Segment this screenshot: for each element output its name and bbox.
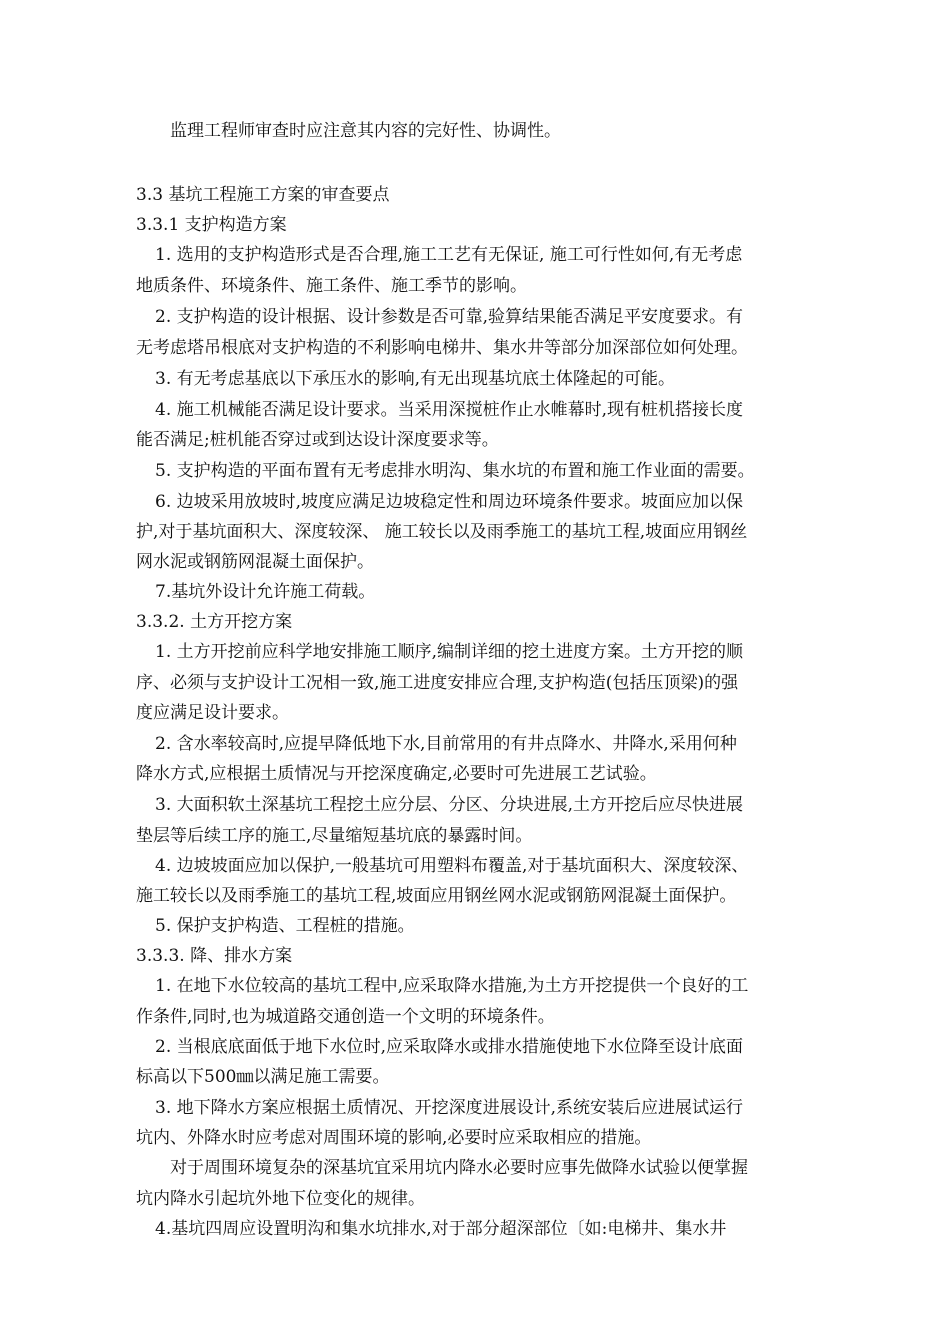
paragraph-line: 监理工程师审查时应注意其内容的完好性、协调性。 <box>170 121 561 141</box>
paragraph-line: 2. 支护构造的设计根据、设计参数是否可靠,验算结果能否满足平安度要求。有 <box>155 307 744 327</box>
paragraph-line: 护,对于基坑面积大、深度较深、 施工较长以及雨季施工的基坑工程,坡面应用钢丝 <box>136 522 748 542</box>
paragraph-line: 对于周围环境复杂的深基坑宜采用坑内降水必要时应事先做降水试验以便掌握 <box>170 1158 748 1178</box>
paragraph-line: 能否满足;桩机能否穿过或到达设计深度要求等。 <box>136 430 499 450</box>
paragraph-line: 4.基坑四周应设置明沟和集水坑排水,对于部分超深部位〔如:电梯井、集水井 <box>155 1219 727 1239</box>
paragraph-line: 坑内、外降水时应考虑对周围环境的影响,必要时应采取相应的措施。 <box>136 1128 652 1148</box>
section-heading: 3.3 基坑工程施工方案的审查要点 <box>136 185 390 205</box>
paragraph-line: 3. 大面积软土深基坑工程挖土应分层、分区、分块进展,土方开挖后应尽快进展 <box>155 795 744 815</box>
paragraph-line: 2. 当根底底面低于地下水位时,应采取降水或排水措施使地下水位降至设计底面 <box>155 1037 744 1057</box>
subsection-heading: 3.3.1 支护构造方案 <box>136 215 287 235</box>
paragraph-line: 4. 边坡坡面应加以保护,一般基坑可用塑料布覆盖,对于基坑面积大、深度较深、 <box>155 856 749 876</box>
paragraph-line: 垫层等后续工序的施工,尽量缩短基坑底的暴露时间。 <box>136 826 533 846</box>
paragraph-line: 5. 支护构造的平面布置有无考虑排水明沟、集水坑的布置和施工作业面的需要。 <box>155 461 755 481</box>
paragraph-line: 施工较长以及雨季施工的基坑工程,坡面应用钢丝网水泥或钢筋网混凝土面保护。 <box>136 886 737 906</box>
subsection-heading: 3.3.3. 降、排水方案 <box>136 946 293 966</box>
paragraph-line: 5. 保护支护构造、工程桩的措施。 <box>155 916 415 936</box>
paragraph-line: 3. 有无考虑基底以下承压水的影响,有无出现基坑底土体隆起的可能。 <box>155 369 676 389</box>
paragraph-line: 7.基坑外设计允许施工荷载。 <box>155 582 376 602</box>
paragraph-line: 6. 边坡采用放坡时,坡度应满足边坡稳定性和周边环境条件要求。坡面应加以保 <box>155 492 744 512</box>
paragraph-line: 序、必须与支护设计工况相一致,施工进度安排应合理,支护构造(包括压顶梁)的强 <box>136 673 739 693</box>
paragraph-line: 2. 含水率较高时,应提早降低地下水,目前常用的有井点降水、井降水,采用何种 <box>155 734 737 754</box>
paragraph-line: 作条件,同时,也为城道路交通创造一个文明的环境条件。 <box>136 1007 555 1027</box>
paragraph-line: 度应满足设计要求。 <box>136 703 289 723</box>
paragraph-line: 地质条件、环境条件、施工条件、施工季节的影响。 <box>136 276 527 296</box>
paragraph-line: 4. 施工机械能否满足设计要求。当采用深搅桩作止水帷幕时,现有桩机搭接长度 <box>155 400 744 420</box>
paragraph-line: 1. 选用的支护构造形式是否合理,施工工艺有无保证, 施工可行性如何,有无考虑 <box>155 245 743 265</box>
paragraph-line: 标高以下500㎜以满足施工需要。 <box>136 1067 390 1087</box>
paragraph-line: 网水泥或钢筋网混凝土面保护。 <box>136 552 374 572</box>
paragraph-line: 坑内降水引起坑外地下位变化的规律。 <box>136 1189 425 1209</box>
paragraph-line: 1. 土方开挖前应科学地安排施工顺序,编制详细的挖土进度方案。土方开挖的顺 <box>155 642 744 662</box>
paragraph-line: 1. 在地下水位较高的基坑工程中,应采取降水措施,为土方开挖提供一个良好的工 <box>155 976 749 996</box>
paragraph-line: 降水方式,应根据土质情况与开挖深度确定,必要时可先进展工艺试验。 <box>136 764 657 784</box>
paragraph-line: 无考虑塔吊根底对支护构造的不利影响电梯井、集水井等部分加深部位如何处理。 <box>136 338 748 358</box>
paragraph-line: 3. 地下降水方案应根据土质情况、开挖深度进展设计,系统安装后应进展试运行 <box>155 1098 744 1118</box>
subsection-heading: 3.3.2. 土方开挖方案 <box>136 612 293 632</box>
